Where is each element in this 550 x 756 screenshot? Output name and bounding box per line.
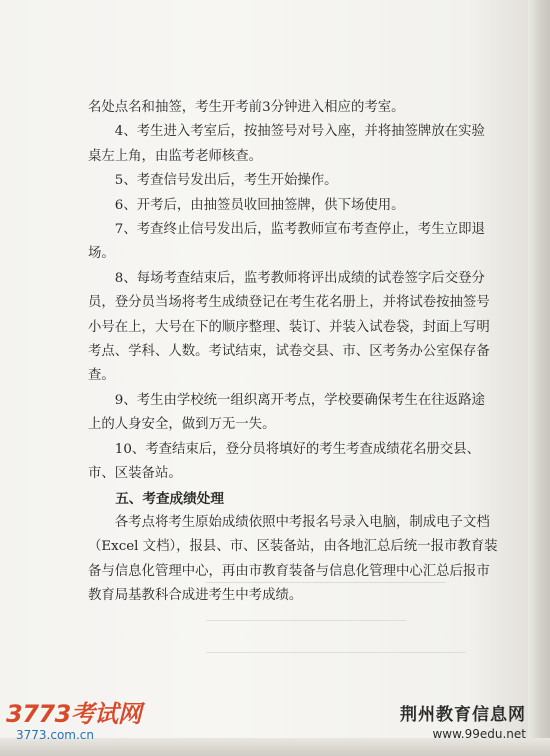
paragraph: 9、考生由学校统一组织离开考点，学校要确保考生在往返路途上的人身安全，做到万无一失。 [88, 392, 485, 433]
paragraph: 10、考查结束后，登分员将填好的考生考查成绩花名册交县、市、区装备站。 [88, 441, 480, 482]
paragraph: 5、考查信号发出后，考生开始操作。 [114, 173, 338, 189]
watermark-left [6, 700, 176, 742]
paragraph: 4、考生进入考室后，按抽签号对号入座，并将抽签牌放在实验桌左上角，由监考老师核查。 [88, 124, 485, 164]
paragraph: 6、开考后，由抽签员收回抽签牌，供下场使用。 [114, 197, 405, 213]
paragraph: 名处点名和抽签，考生开考前3分钟进入相应的考室。 [88, 100, 405, 115]
section-heading: 五、考查成绩处理 [115, 490, 224, 507]
bleed-through-mark [206, 652, 466, 663]
watermark-site: 3773.com.cn [16, 728, 94, 742]
watermark-logo: 3773考试网 [6, 700, 142, 728]
watermark-site-title: 荆州教育信息网 [400, 705, 526, 725]
bleed-through-mark [206, 620, 406, 631]
document-body [88, 96, 498, 609]
paragraph: 8、每场考查结束后，监考教师将评出成绩的试卷签字后交登分员，登分员当场将考生成绩登记在考生花名册上，并将试卷按抽签号小号在上，大号在下的顺序整理、装订、并装入试卷袋，封面上写明考点、学科、人数。考试结束，试卷交县、市、区考务办公室保存备查。 [88, 270, 490, 384]
watermark-url: www.99edu.net [432, 727, 526, 741]
paragraph: 各考点将考生原始成绩依照中考报名号录入电脑，制成电子文档（Excel 文档），报县、市、区装备站，由各地汇总后统一报市教育装备与信息化管理中心，再由市教育装备与信息化管理中心汇总后报市教育局基教科合成进考生中考成绩。 [88, 514, 498, 604]
paragraph: 7、考查终止信号发出后，监考教师宣布考查停止，考生立即退场。 [88, 222, 485, 262]
watermark-right [400, 704, 526, 742]
page-right-edge [528, 0, 550, 756]
